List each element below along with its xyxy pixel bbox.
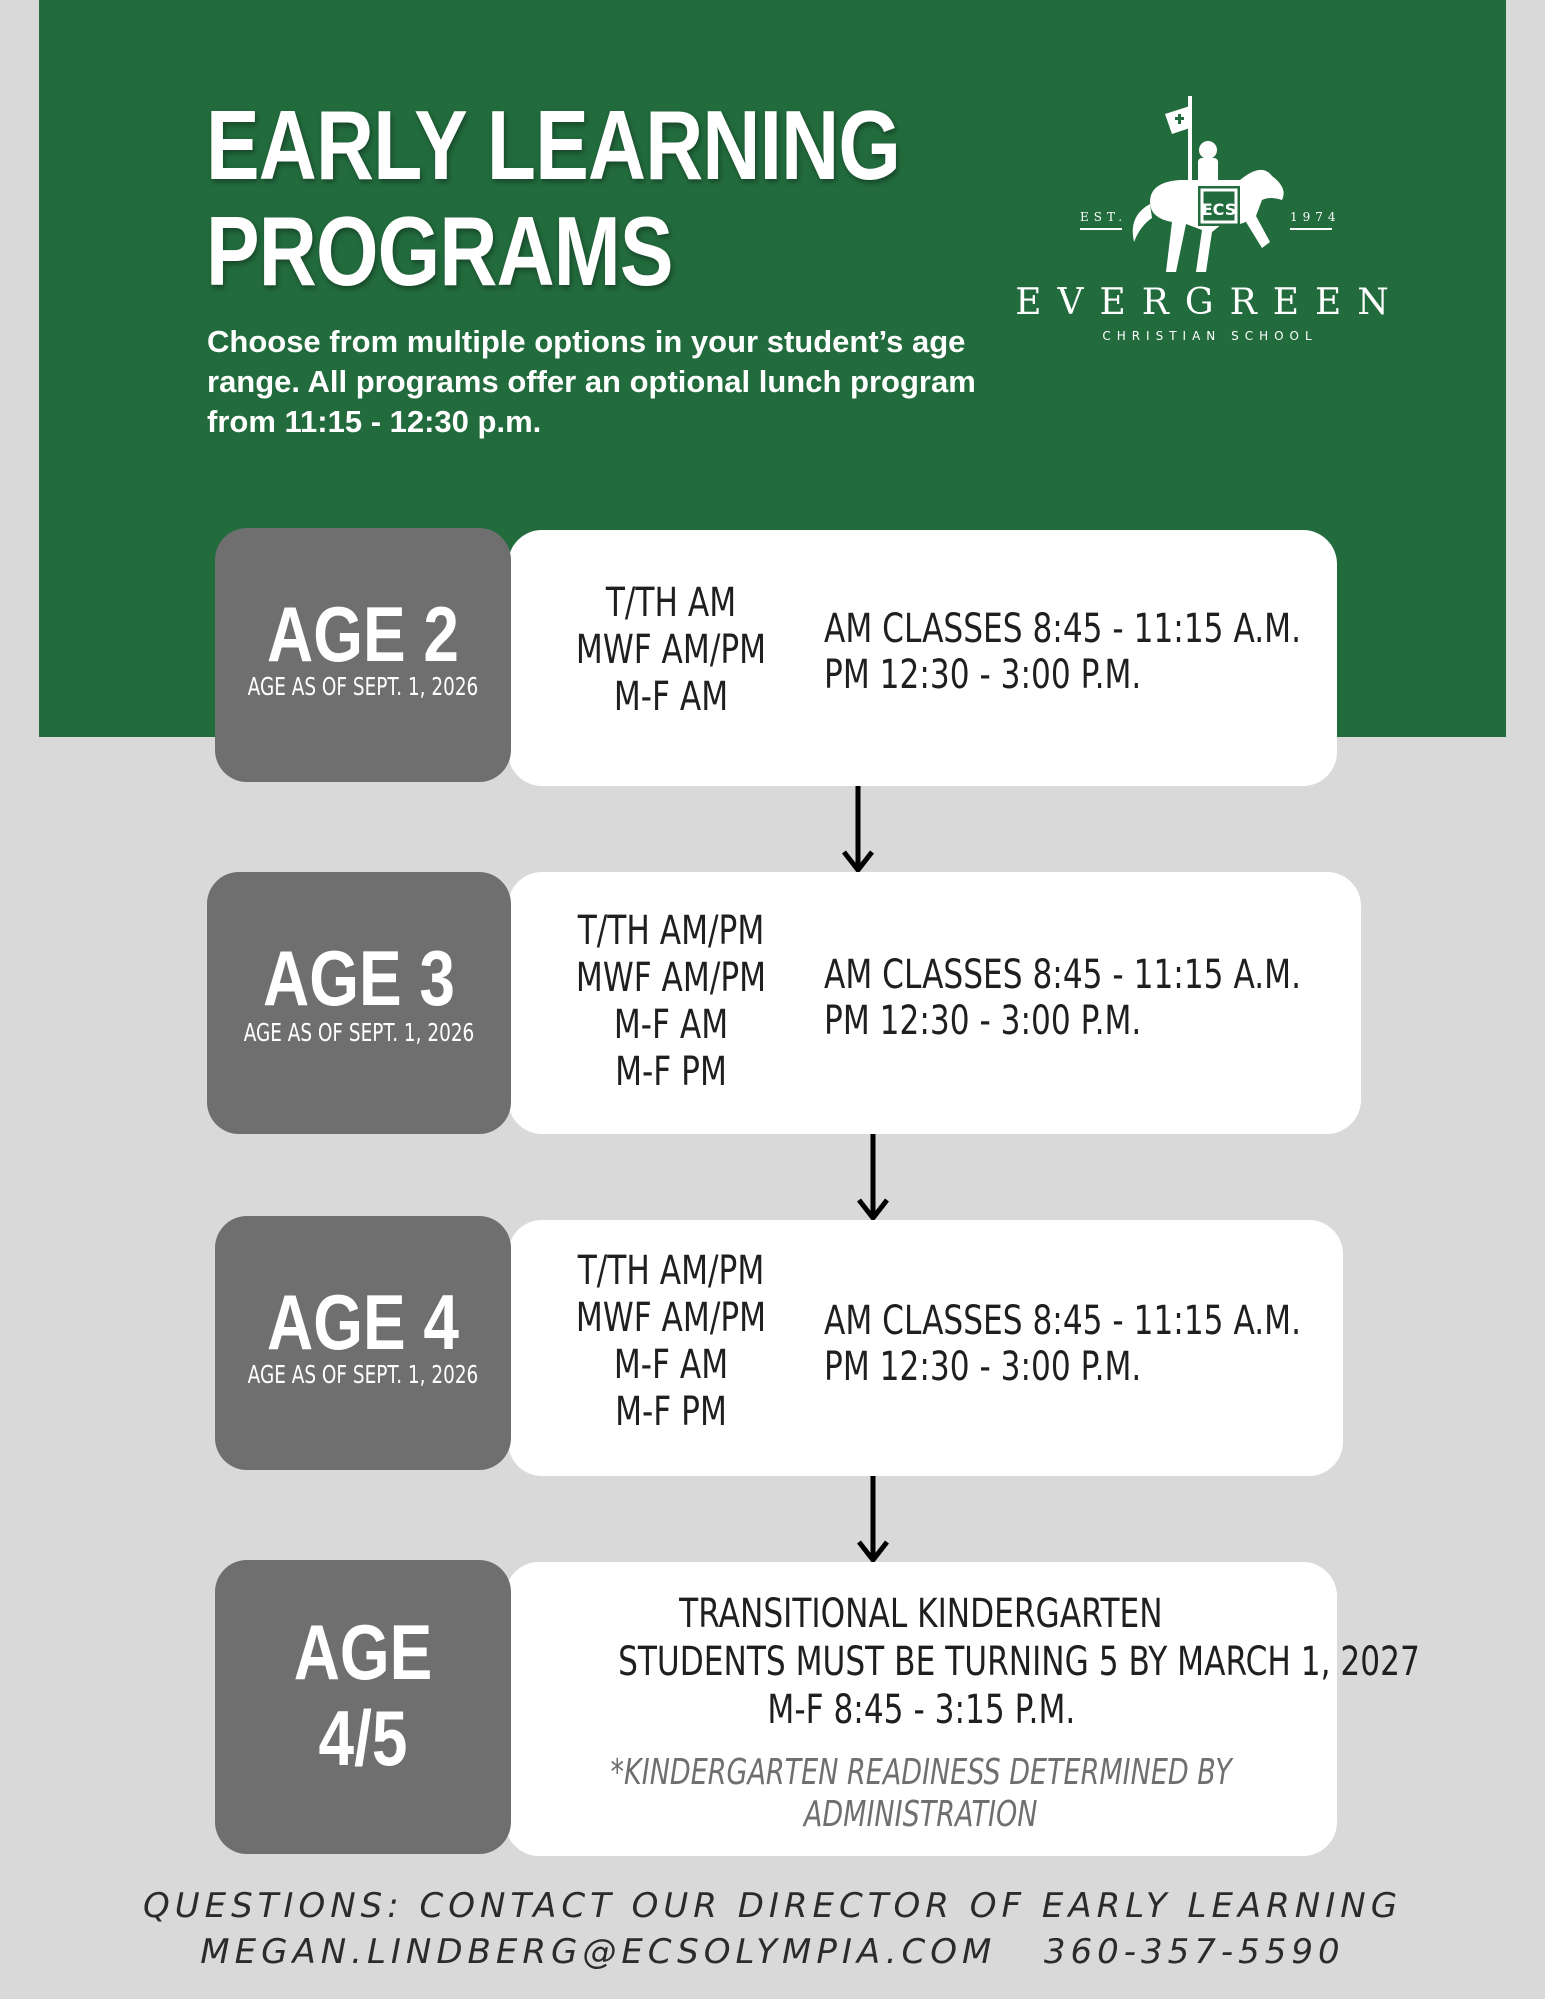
- readiness-note-text-1: *KINDERGARTEN READINESS DETERMINED BY: [610, 1752, 1232, 1793]
- schedule-options: [566, 908, 777, 1096]
- age-label: AGE 2: [267, 590, 459, 678]
- schedule-option: M-F AM: [613, 674, 729, 720]
- logo-subtitle: CHRISTIAN SCHOOL: [1102, 329, 1318, 343]
- schedule-option: M-F AM: [613, 1342, 729, 1388]
- readiness-note-line-2: [505, 1794, 1337, 1836]
- readiness-note-line-1: [505, 1752, 1337, 1794]
- schedule-option: T/TH AM/PM: [577, 1248, 765, 1294]
- intro-text: Choose from multiple options in your student’s age range. All programs offer an optional lunch program from 11:15 - 12:30 p.m.: [207, 324, 976, 439]
- age-badge-4: [215, 1216, 511, 1470]
- contact-line: [0, 1886, 1545, 1926]
- tk-program-title: [505, 1590, 1337, 1638]
- pm-class-time: PM 12:30 - 3:00 P.M.: [824, 652, 1142, 698]
- program-card-age-2: [508, 530, 1337, 786]
- schedule-options: [566, 580, 777, 721]
- contact-text: QUESTIONS: CONTACT OUR DIRECTOR OF EARLY LEARNING: [142, 1886, 1403, 1926]
- program-card-age-3: [508, 872, 1361, 1134]
- pm-class-time: PM 12:30 - 3:00 P.M.: [824, 1344, 1142, 1390]
- class-times: [824, 1298, 1301, 1390]
- tk-schedule-text: M-F 8:45 - 3:15 P.M.: [767, 1687, 1075, 1733]
- schedule-option: T/TH AM: [605, 580, 737, 626]
- class-times: [824, 952, 1301, 1044]
- schedule-option: M-F PM: [615, 1049, 727, 1095]
- class-times: [824, 606, 1301, 698]
- age-cutoff-note: AGE AS OF SEPT. 1, 2026: [247, 672, 479, 701]
- am-class-time: AM CLASSES 8:45 - 11:15 A.M.: [824, 1298, 1301, 1344]
- age-label-line-2: 4/5: [318, 1694, 408, 1782]
- am-class-time: AM CLASSES 8:45 - 11:15 A.M.: [824, 606, 1301, 652]
- readiness-note-text-2: ADMINISTRATION: [804, 1794, 1038, 1835]
- schedule-option: M-F AM: [613, 1002, 729, 1048]
- title-line-2: PROGRAMS: [206, 196, 673, 306]
- logo-brand-name: EVERGREEN: [1015, 282, 1405, 323]
- school-logo: [1000, 92, 1420, 352]
- title-line-1: EARLY LEARNING: [206, 90, 901, 200]
- schedule-option: MWF AM/PM: [575, 955, 767, 1001]
- contact-phone[interactable]: 360-357-5590: [1043, 1932, 1345, 1972]
- logo-year-label: 1974: [1290, 210, 1341, 224]
- age-badge-3: [207, 872, 511, 1134]
- age-cutoff-note: AGE AS OF SEPT. 1, 2026: [247, 1360, 479, 1389]
- pm-class-time: PM 12:30 - 3:00 P.M.: [824, 998, 1142, 1044]
- schedule-option: M-F PM: [615, 1389, 727, 1435]
- knight-on-horse-icon: [1000, 92, 1420, 282]
- age-badge-4-5: [215, 1560, 511, 1854]
- svg-text:ECS: ECS: [1201, 200, 1237, 219]
- program-card-age-4: [508, 1220, 1343, 1476]
- down-arrow-icon: [855, 1476, 891, 1564]
- contact-details: [0, 1932, 1545, 1972]
- down-arrow-icon: [840, 786, 876, 874]
- tk-age-requirement-text: STUDENTS MUST BE TURNING 5 BY MARCH 1, 2027: [618, 1639, 1420, 1685]
- tk-age-requirement: [505, 1638, 1420, 1686]
- down-arrow-icon: [855, 1134, 891, 1222]
- logo-est-label: EST.: [1080, 210, 1128, 224]
- schedule-option: MWF AM/PM: [575, 627, 767, 673]
- am-class-time: AM CLASSES 8:45 - 11:15 A.M.: [824, 952, 1301, 998]
- schedule-options: [566, 1248, 777, 1436]
- tk-program-title-text: TRANSITIONAL KINDERGARTEN: [679, 1591, 1163, 1637]
- age-label-line-1: AGE: [293, 1608, 433, 1696]
- age-badge-2: [215, 528, 511, 782]
- age-label: AGE 4: [267, 1278, 459, 1366]
- tk-schedule: [505, 1686, 1337, 1734]
- page-title: [206, 92, 900, 304]
- age-label: AGE 3: [263, 934, 455, 1022]
- schedule-option: MWF AM/PM: [575, 1295, 767, 1341]
- schedule-option: T/TH AM/PM: [577, 908, 765, 954]
- contact-email[interactable]: MEGAN.LINDBERG@ECSOLYMPIA.COM: [200, 1932, 997, 1972]
- program-card-age-4-5: [505, 1562, 1420, 1856]
- age-cutoff-note: AGE AS OF SEPT. 1, 2026: [243, 1018, 475, 1047]
